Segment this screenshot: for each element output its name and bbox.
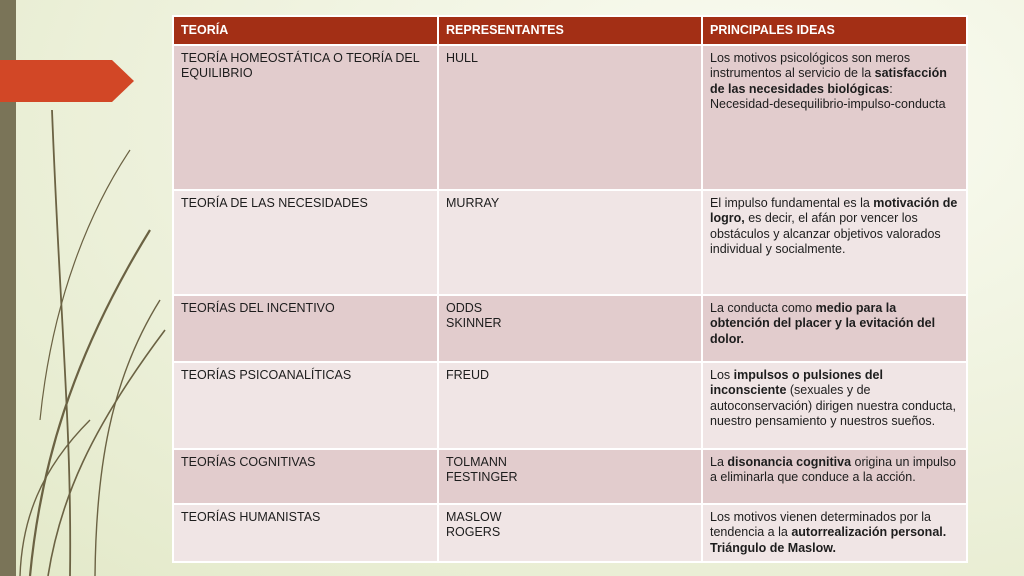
representative-name: TOLMANN <box>446 454 507 469</box>
idea-text: Los motivos psicológicos son meros instrumentos al servicio de la <box>710 50 911 80</box>
idea-text: La conducta como <box>710 300 816 315</box>
idea-cell <box>702 504 967 563</box>
arrow-shape <box>0 60 136 104</box>
representative-name: MASLOW <box>446 509 502 524</box>
idea-text: es decir, el afán por vencer los obstáculos y alcanzar objetivos valorados individual y socialmente. <box>710 211 941 256</box>
idea-text: (sexuales y de autoconservación) dirigen nuestra conducta, nuestro pensamiento y nuestros sueños. <box>710 383 956 428</box>
idea-cell <box>702 449 967 504</box>
table-row <box>173 362 967 449</box>
idea-text: El impulso fundamental es la <box>710 195 874 210</box>
representatives-cell <box>438 449 702 504</box>
table-row <box>173 190 967 295</box>
theory-cell: TEORÍA HOMEOSTÁTICA O TEORÍA DEL EQUILIBRIO <box>173 45 438 190</box>
header-representatives: REPRESENTANTES <box>438 16 702 45</box>
header-theory: TEORÍA <box>173 16 438 45</box>
theory-cell: TEORÍAS DEL INCENTIVO <box>173 295 438 362</box>
idea-cell <box>702 362 967 449</box>
idea-text: Los motivos vienen determinados por la tendencia a la <box>710 509 931 539</box>
idea-highlight: disonancia cognitiva <box>727 454 852 469</box>
idea-cell <box>702 190 967 295</box>
table-row <box>173 449 967 504</box>
table-header-row <box>173 16 967 45</box>
representative-name: MURRAY <box>446 195 500 210</box>
representative-name: ROGERS <box>446 525 501 539</box>
representative-name: FESTINGER <box>446 470 518 484</box>
representative-name: ODDS <box>446 300 483 315</box>
representatives-cell <box>438 295 702 362</box>
representatives-cell <box>438 45 702 190</box>
idea-highlight: autorrealización personal. Triángulo de Maslow. <box>710 525 947 555</box>
representative-name: FREUD <box>446 367 490 382</box>
theory-cell: TEORÍAS PSICOANALÍTICAS <box>173 362 438 449</box>
table-row <box>173 504 967 563</box>
table-row <box>173 45 967 190</box>
idea-text: : Necesidad-desequilibrio-impulso-conducta <box>710 81 946 111</box>
theories-table <box>172 15 968 563</box>
theory-cell: TEORÍAS COGNITIVAS <box>173 449 438 504</box>
idea-highlight: medio para la obtención del placer y la evitación del dolor. <box>710 300 936 346</box>
representatives-cell <box>438 190 702 295</box>
theory-cell: TEORÍAS HUMANISTAS <box>173 504 438 563</box>
idea-highlight: impulsos o pulsiones del inconsciente <box>710 367 883 397</box>
representative-name: SKINNER <box>446 316 502 330</box>
theory-cell: TEORÍA DE LAS NECESIDADES <box>173 190 438 295</box>
idea-cell <box>702 45 967 190</box>
idea-text: Los <box>710 367 734 382</box>
table-row <box>173 295 967 362</box>
idea-text: origina un impulso a eliminarla que conduce a la acción. <box>710 454 956 484</box>
representative-name: HULL <box>446 50 478 65</box>
idea-highlight: motivación de logro, <box>710 195 958 225</box>
idea-text: La <box>710 454 728 469</box>
representatives-cell <box>438 504 702 563</box>
idea-highlight: satisfacción de las necesidades biológicas <box>710 66 947 96</box>
header-main-ideas: PRINCIPALES IDEAS <box>702 16 967 45</box>
representatives-cell <box>438 362 702 449</box>
idea-cell <box>702 295 967 362</box>
